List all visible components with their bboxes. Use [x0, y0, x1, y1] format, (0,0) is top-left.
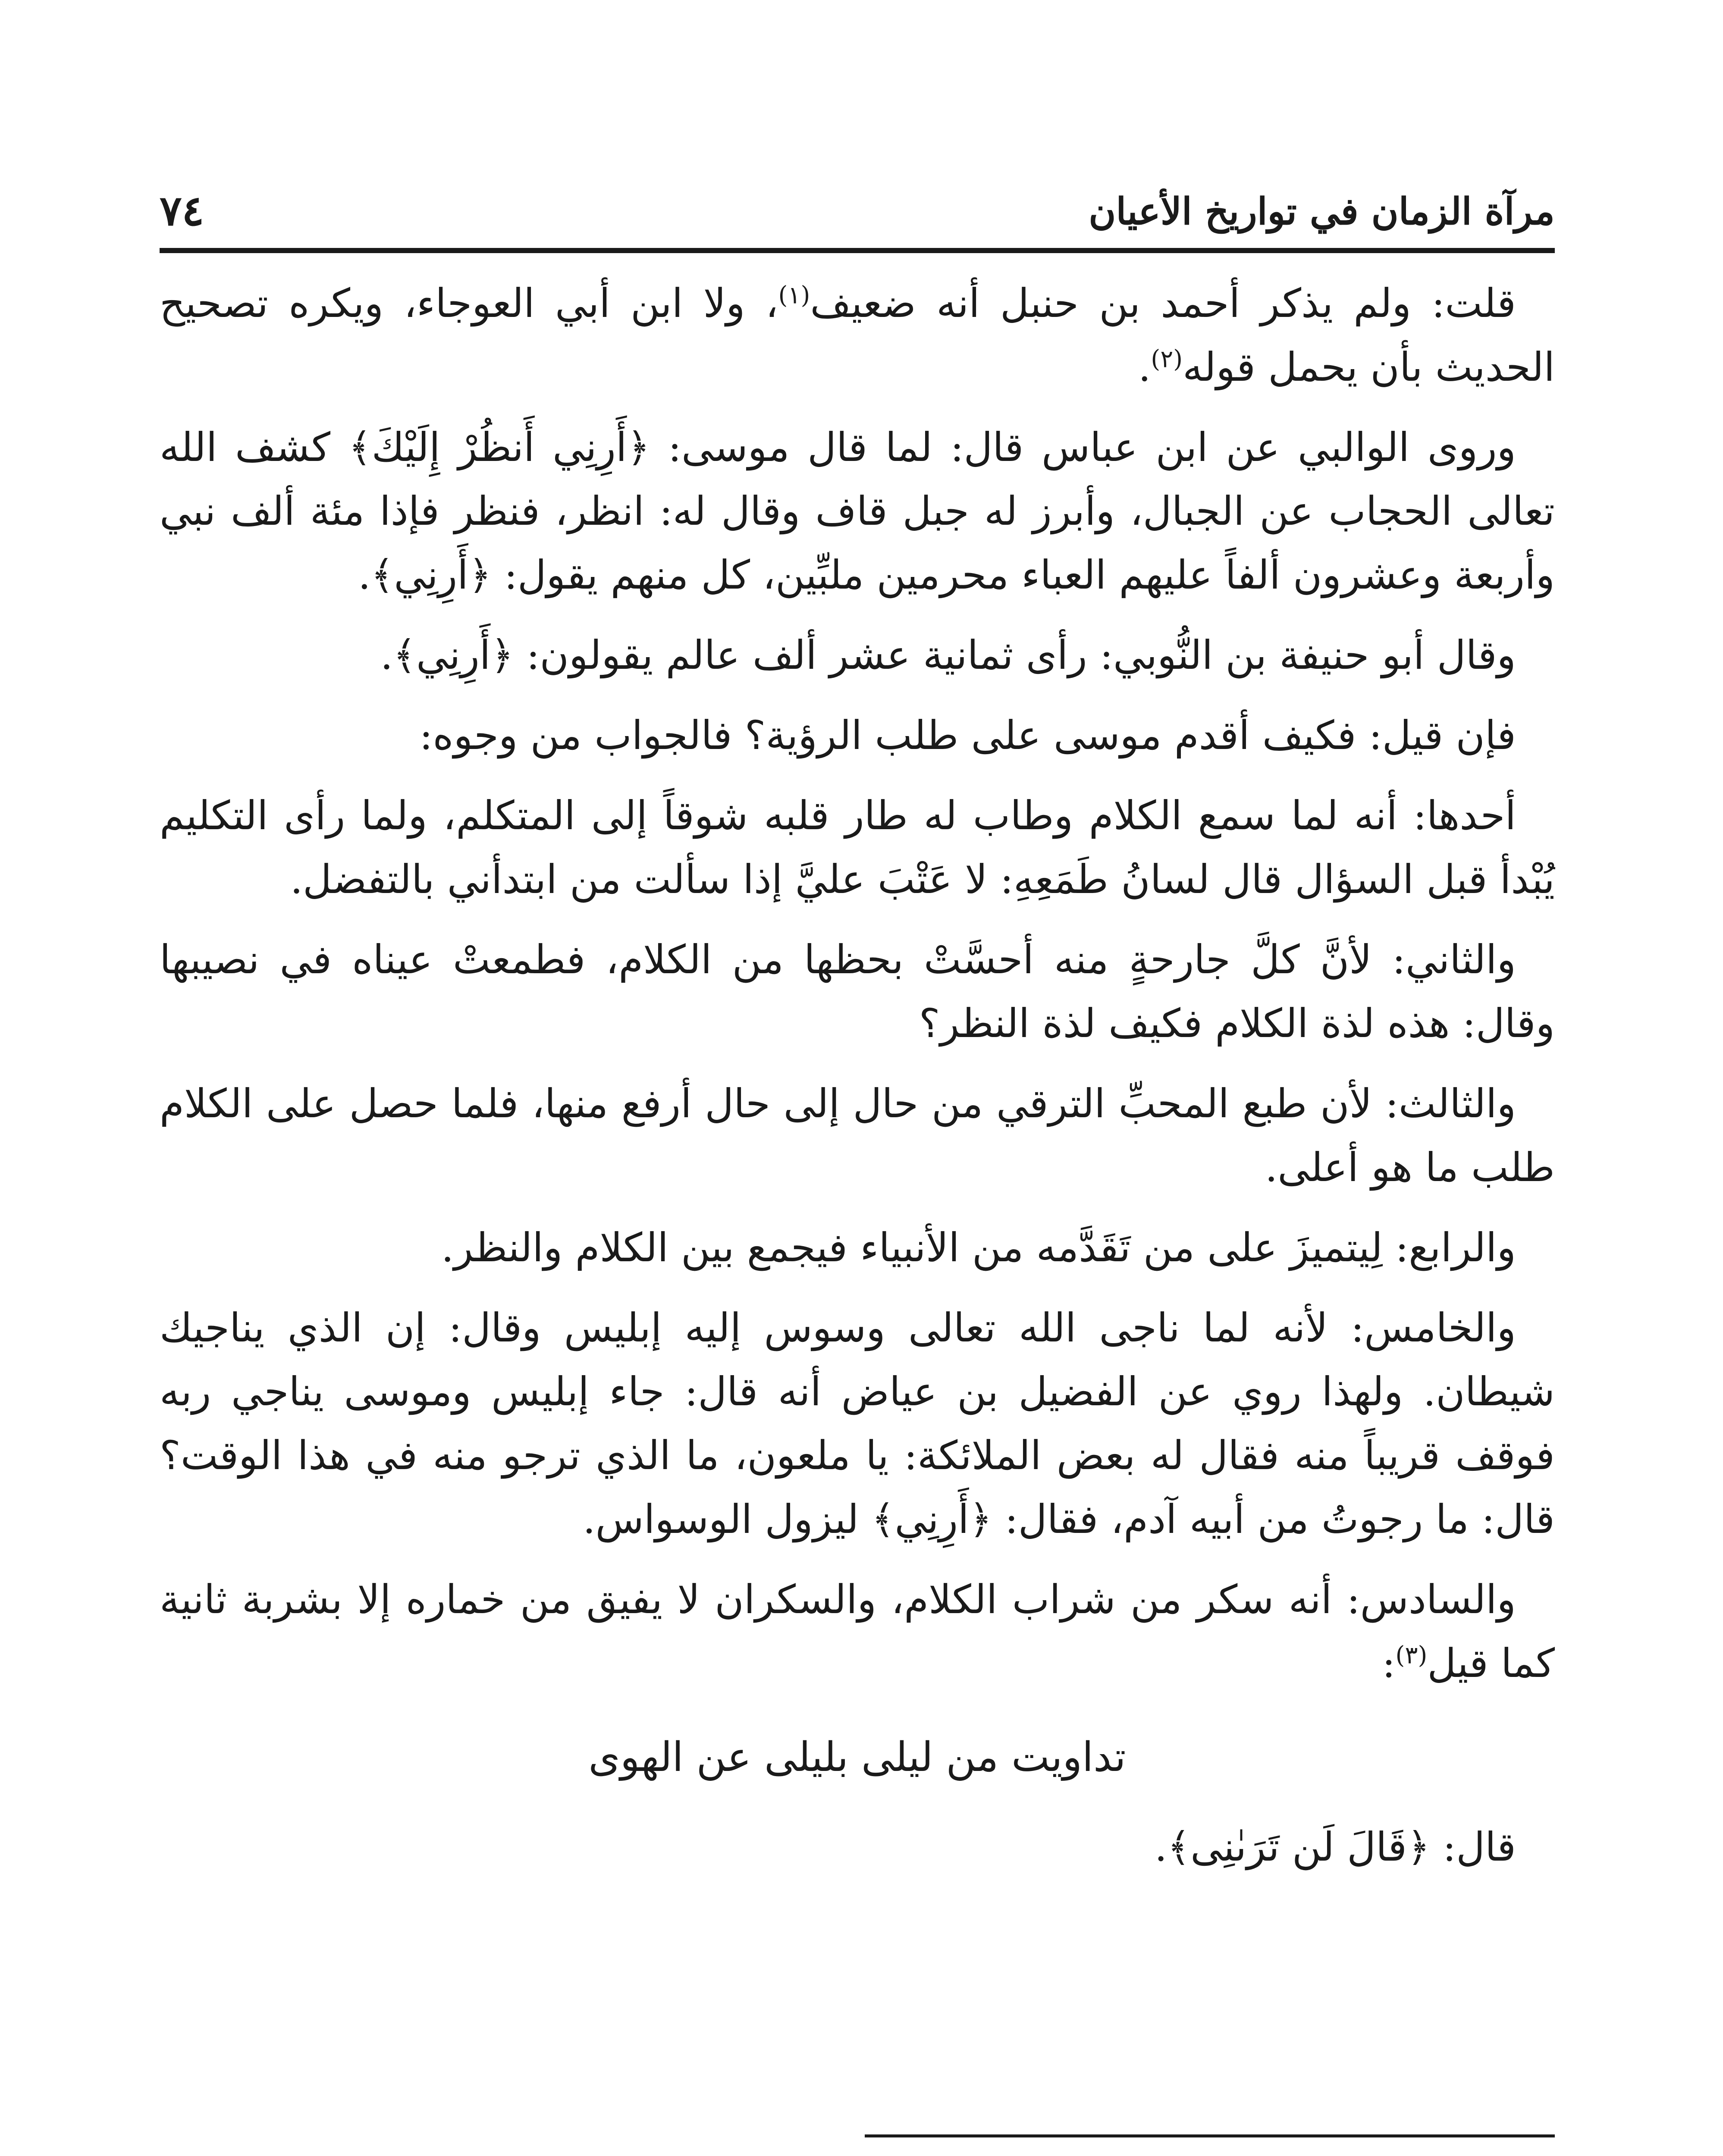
page-header [160, 160, 1555, 246]
paragraph-2: وروى الوالبي عن ابن عباس قال: لما قال موسى: ﴿أَرِنِي أَنظُرْ إِلَيْكَ﴾ كشف الله تعالى الحجاب عن الجبال، وأبرز له جبل قاف وقال له: انظر، فنظر فإذا مئة ألف نبي وأربعة وعشرون ألفاً عليهم العباء محرمين ملبِّين، كل منهم يقول: ﴿أَرِنِي﴾. [160, 424, 1555, 598]
paragraph-6: والثاني: لأنَّ كلَّ جارحةٍ منه أحسَّتْ بحظها من الكلام، فطمعتْ عيناه في نصيبها وقال: هذه لذة الكلام فكيف لذة النظر؟ [160, 937, 1555, 1047]
paragraph-8: والرابع: لِيتميزَ على من تَقَدَّمه من الأنبياء فيجمع بين الكلام والنظر. [441, 1225, 1516, 1271]
paragraph-1-end: . [1138, 344, 1151, 390]
footnote-ref-1[interactable]: (١) [778, 281, 810, 310]
paragraph-5: أحدها: أنه لما سمع الكلام وطاب له طار قلبه شوقاً إلى المتكلم، ولما رأى التكليم يُبْدأ قبل السؤال قال لسانُ طَمَعِهِ: لا عَتْبَ عليَّ إذا سألت من ابتدأني بالتفضل. [160, 793, 1555, 903]
paragraph-1 [160, 272, 1555, 399]
running-title: مرآة الزمان في تواريخ الأعيان [1089, 189, 1555, 233]
paragraph-10-text: والسادس: أنه سكر من شراب الكلام، والسكران لا يفيق من خماره إلا بشربة ثانية كما قيل [160, 1576, 1555, 1686]
paragraph-1-text-2: ، ولا ابن أبي العوجاء، ويكره تصحيح الحديث بأن يحمل قوله [160, 280, 1555, 390]
paragraph-7: والثالث: لأن طبع المحبِّ الترقي من حال إلى حال أرفع منها، فلما حصل على الكلام طلب ما هو أعلى. [160, 1081, 1555, 1191]
main-text [160, 272, 1555, 1896]
paragraph-10-end: : [1382, 1640, 1396, 1686]
page-number: ٧٤ [160, 186, 204, 235]
paragraph-11: قال: ﴿قَالَ لَن تَرَىٰنِى﴾. [1155, 1824, 1516, 1870]
footnote-ref-2[interactable]: (٢) [1151, 345, 1183, 373]
paragraph-3: وقال أبو حنيفة بن النُّوبي: رأى ثمانية عشر ألف عالم يقولون: ﴿أَرِنِي﴾. [380, 632, 1516, 678]
paragraph-1-text: قلت: ولم يذكر أحمد بن حنبل أنه ضعيف [810, 280, 1516, 326]
paragraph-4: فإن قيل: فكيف أقدم موسى على طلب الرؤية؟ فالجواب من وجوه: [419, 712, 1516, 758]
footnote-ref-3[interactable]: (٣) [1395, 1641, 1428, 1670]
footnote-rule [865, 2134, 1555, 2137]
paragraph-9: والخامس: لأنه لما ناجى الله تعالى وسوس إليه إبليس وقال: إن الذي يناجيك شيطان. ولهذا روي عن الفضيل بن عياض أنه قال: جاء إبليس وموسى يناجي ربه فوقف قريباً منه فقال له بعض الملائكة: يا ملعون، ما الذي ترجو منه في هذا الوقت؟ قال: ما رجوتُ من أبيه آدم، فقال: ﴿أَرِنِي﴾ ليزول الوسواس. [160, 1305, 1555, 1542]
poetry-verse: تداويت من ليلى بليلى عن الهوى [588, 1734, 1126, 1781]
paragraph-10 [160, 1568, 1555, 1695]
header-rule [160, 248, 1555, 253]
